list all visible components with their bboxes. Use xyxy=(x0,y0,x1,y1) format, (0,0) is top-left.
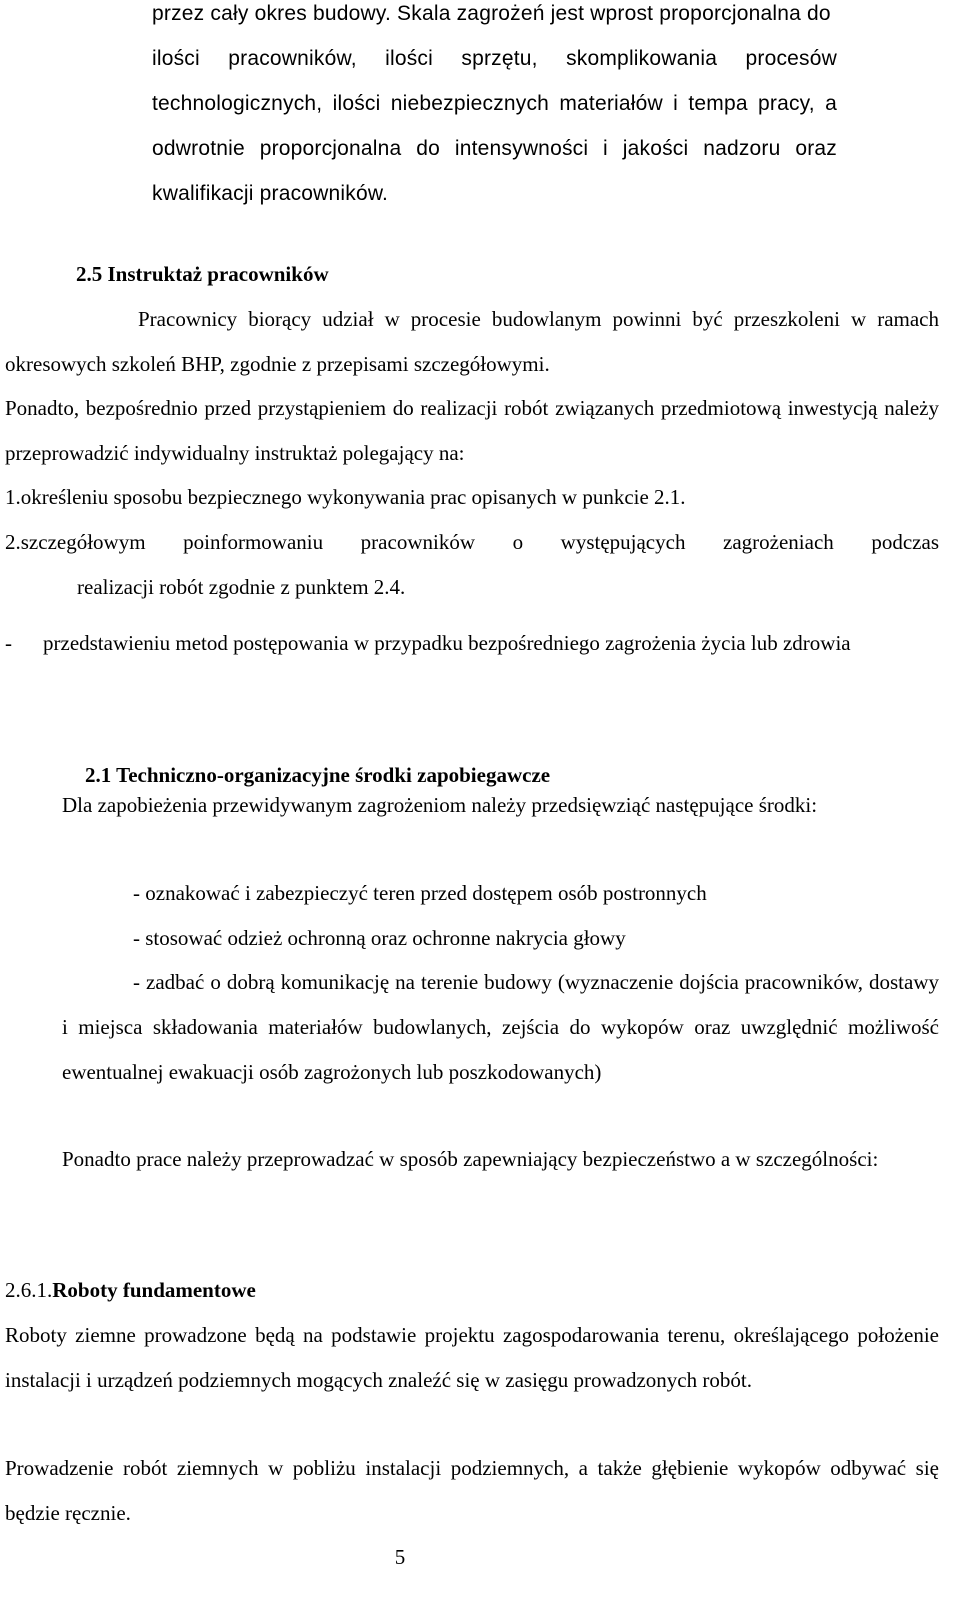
training-paragraph: Pracownicy biorący udział w procesie budowlanym powinni być przeszkoleni w ramach okresowych szkoleń BHP, zgodnie z przepisami szczegółowymi. xyxy=(5,307,939,376)
section-heading-2-5: 2.5 Instruktaż pracowników xyxy=(76,262,329,286)
training-item-2-line-2: realizacji robót zgodnie z punktem 2.4. xyxy=(77,575,406,599)
section-number: 2.6.1. xyxy=(5,1278,53,1302)
prevention-intro: Dla zapobieżenia przewidywanym zagrożeniom należy przedsięwziąć następujące środki: xyxy=(62,793,818,817)
foundation-paragraph-2: Prowadzenie robót ziemnych w pobliżu instalacji podziemnych, a także głębienie wykopów odbywać się będzie ręcznie. xyxy=(5,1456,939,1525)
prevention-bullet-3: - zadbać o dobrą komunikację na terenie budowy (wyznaczenie dojścia pracowników, dostawy i miejsca składowania materiałów budowlanych, zejścia do wykopów oraz uwzględnić możliwość ewentualnej ewakuacji osób zagrożonych lub poszkodowanych) xyxy=(62,970,939,1084)
training-item-1: 1.określeniu sposobu bezpiecznego wykonywania prac opisanych w punkcie 2.1. xyxy=(5,485,686,509)
training-item-3: przedstawieniu metod postępowania w przypadku bezpośredniego zagrożenia życia lub zdrowia xyxy=(43,631,851,655)
training-item-2-line-1: 2.szczegółowym poinformowaniu pracowników o występujących zagrożeniach podczas xyxy=(5,530,939,554)
training-item-3-dash: - xyxy=(5,631,12,655)
intro-paragraph: ilości pracowników, ilości sprzętu, skomplikowania procesów technologicznych, ilości niebezpiecznych materiałów i tempa pracy, a odwrotnie proporcjonalna do intensywności i jakości nadzoru oraz kwalifikacji pracowników. xyxy=(152,47,837,205)
prevention-bullet-1: - oznakować i zabezpieczyć teren przed dostępem osób postronnych xyxy=(133,881,707,905)
prevention-closing: Ponadto prace należy przeprowadzać w sposób zapewniający bezpieczeństwo a w szczególności: xyxy=(62,1147,879,1171)
section-heading-2-6-1 xyxy=(5,1268,256,1313)
section-heading-2-1: 2.1 Techniczno-organizacyjne środki zapobiegawcze xyxy=(85,763,551,787)
prevention-bullet-2: - stosować odzież ochronną oraz ochronne nakrycia głowy xyxy=(133,926,626,950)
intro-first-line: przez cały okres budowy. Skala zagrożeń jest wprost proporcjonalna do xyxy=(152,2,831,25)
section-title: Roboty fundamentowe xyxy=(52,1278,256,1302)
page-number: 5 xyxy=(394,1545,406,1569)
foundation-paragraph-1: Roboty ziemne prowadzone będą na podstawie projektu zagospodarowania terenu, określającego położenie instalacji i urządzeń podziemnych mogących znaleźć się w zasięgu prowadzonych robót. xyxy=(5,1323,939,1392)
additional-training-paragraph: Ponadto, bezpośrednio przed przystąpieniem do realizacji robót związanych przedmiotową inwestycją należy przeprowadzić indywidualny instruktaż polegający na: xyxy=(5,396,939,465)
